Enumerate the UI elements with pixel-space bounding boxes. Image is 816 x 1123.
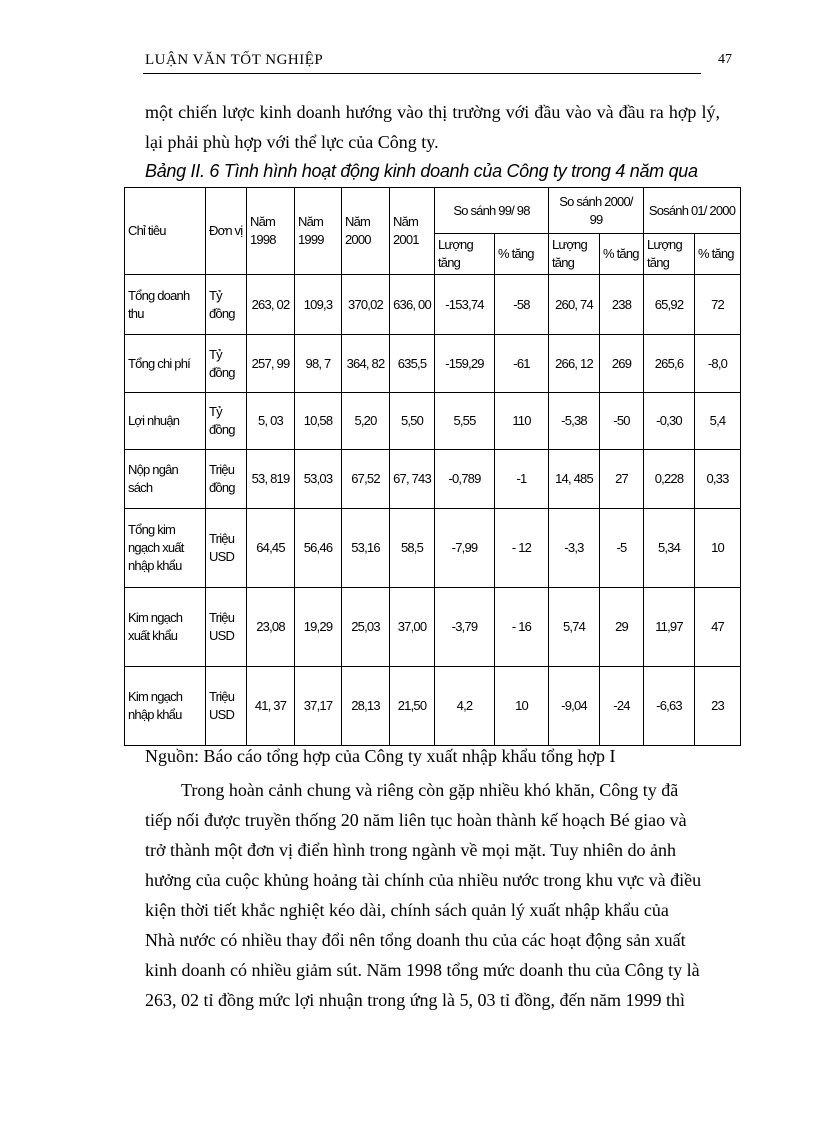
table-cell: 5,34: [644, 509, 695, 588]
table-cell: 10,58: [295, 393, 342, 450]
table-cell: 10: [495, 667, 549, 746]
table-cell: 109,3: [295, 275, 342, 335]
header-rule: [143, 73, 701, 74]
table-cell: 47: [695, 588, 741, 667]
table-cell: -0,789: [435, 450, 495, 509]
table-row: [125, 509, 741, 588]
table-cell: 53,03: [295, 450, 342, 509]
paragraph-line: kinh doanh có nhiều giảm sút. Năm 1998 tổng mức doanh thu của Công ty là: [145, 960, 700, 980]
table-cell: 67,52: [342, 450, 390, 509]
row-indicator: Tổng chi phí: [125, 335, 206, 393]
row-indicator: Kim ngạch nhập khẩu: [125, 667, 206, 746]
table-cell: 14, 485: [549, 450, 600, 509]
header-compare-2000-99: So sánh 2000/ 99: [549, 188, 644, 234]
table-row: [125, 450, 741, 509]
table-cell: -24: [600, 667, 644, 746]
body-paragraph: [145, 775, 720, 1015]
table-cell: 56,46: [295, 509, 342, 588]
paragraph-line: hưởng của cuộc khủng hoảng tài chính của nhiều nước trong khu vực và điều: [145, 870, 702, 890]
table-cell: 5,20: [342, 393, 390, 450]
table-cell: 110: [495, 393, 549, 450]
paragraph-line: kiện thời tiết khắc nghiệt kéo dài, chính sách quản lý xuất nhập khẩu của: [145, 900, 669, 920]
table-cell: 58,5: [390, 509, 435, 588]
table-cell: 0,33: [695, 450, 741, 509]
table-cell: 53, 819: [247, 450, 295, 509]
table-body: [125, 275, 741, 746]
table-cell: -0,30: [644, 393, 695, 450]
header-1998: Năm 1998: [247, 188, 295, 275]
header-unit: Đơn vị: [206, 188, 247, 275]
subheader-amount: Lượng tăng: [644, 234, 695, 275]
table-cell: - 16: [495, 588, 549, 667]
table-row: [125, 667, 741, 746]
table-cell: 5,74: [549, 588, 600, 667]
running-header-title: LUẬN VĂN TỐT NGHIỆP: [145, 52, 324, 68]
table-cell: 269: [600, 335, 644, 393]
table-cell: 19,29: [295, 588, 342, 667]
table-cell: -1: [495, 450, 549, 509]
header-1999: Năm 1999: [295, 188, 342, 275]
table-cell: 0,228: [644, 450, 695, 509]
subheader-percent: % tăng: [600, 234, 644, 275]
table-cell: 25,03: [342, 588, 390, 667]
table-cell: 27: [600, 450, 644, 509]
table-cell: 636, 00: [390, 275, 435, 335]
table-cell: 37,17: [295, 667, 342, 746]
row-unit: Tỷ đồng: [206, 335, 247, 393]
table-cell: 260, 74: [549, 275, 600, 335]
page-number: 47: [718, 52, 732, 67]
paragraph-line: Nhà nước có nhiều thay đổi nên tổng doanh thu của các hoạt động sản xuất: [145, 930, 686, 950]
table-cell: 11,97: [644, 588, 695, 667]
table-cell: 53,16: [342, 509, 390, 588]
row-unit: Triệu đồng: [206, 450, 247, 509]
table-cell: 4,2: [435, 667, 495, 746]
subheader-amount: Lượng tăng: [435, 234, 495, 275]
row-unit: Triệu USD: [206, 588, 247, 667]
table-cell: -7,99: [435, 509, 495, 588]
header-2000: Năm 2000: [342, 188, 390, 275]
header-compare-99-98: So sánh 99/ 98: [435, 188, 549, 234]
paragraph-line: Trong hoàn cảnh chung và riêng còn gặp nhiều khó khăn, Công ty đã: [181, 780, 679, 800]
header-indicator: Chỉ tiêu: [125, 188, 206, 275]
table-cell: -8,0: [695, 335, 741, 393]
table-cell: -9,04: [549, 667, 600, 746]
table-cell: 364, 82: [342, 335, 390, 393]
paragraph-line: tiếp nối được truyền thống 20 năm liên tục hoàn thành kế hoạch Bé giao và: [145, 810, 687, 830]
paragraph-line: 263, 02 tỉ đồng mức lợi nhuận trong ứng là 5, 03 tỉ đồng, đến năm 1999 thì: [145, 990, 685, 1010]
table-cell: 257, 99: [247, 335, 295, 393]
table-cell: -6,63: [644, 667, 695, 746]
table-cell: 5,55: [435, 393, 495, 450]
subheader-amount: Lượng tăng: [549, 234, 600, 275]
table-cell: 635,5: [390, 335, 435, 393]
table-cell: 98, 7: [295, 335, 342, 393]
table-cell: 265,6: [644, 335, 695, 393]
row-indicator: Tổng doanh thu: [125, 275, 206, 335]
table-cell: 65,92: [644, 275, 695, 335]
row-unit: Triệu USD: [206, 667, 247, 746]
table-cell: 28,13: [342, 667, 390, 746]
table-row: [125, 335, 741, 393]
row-unit: Tỷ đồng: [206, 393, 247, 450]
paragraph-line: trở thành một đơn vị điển hình trong ngành về mọi mặt. Tuy nhiên do ảnh: [145, 840, 676, 860]
table-cell: 23,08: [247, 588, 295, 667]
table-cell: 37,00: [390, 588, 435, 667]
table-cell: 29: [600, 588, 644, 667]
table-cell: 266, 12: [549, 335, 600, 393]
subheader-percent: % tăng: [695, 234, 741, 275]
table-cell: -61: [495, 335, 549, 393]
table-cell: 67, 743: [390, 450, 435, 509]
table-cell: -153,74: [435, 275, 495, 335]
table-cell: 21,50: [390, 667, 435, 746]
table-cell: - 12: [495, 509, 549, 588]
row-indicator: Nộp ngân sách: [125, 450, 206, 509]
table-cell: -50: [600, 393, 644, 450]
row-unit: Triệu USD: [206, 509, 247, 588]
table-cell: 5,4: [695, 393, 741, 450]
table-cell: -3,79: [435, 588, 495, 667]
table-cell: 72: [695, 275, 741, 335]
table-cell: 41, 37: [247, 667, 295, 746]
table-row: [125, 393, 741, 450]
row-unit: Tỷ đồng: [206, 275, 247, 335]
table-cell: -5: [600, 509, 644, 588]
table-cell: 10: [695, 509, 741, 588]
row-indicator: Kim ngạch xuất khẩu: [125, 588, 206, 667]
header-2001: Năm 2001: [390, 188, 435, 275]
table-cell: -58: [495, 275, 549, 335]
header-compare-01-2000: Sosánh 01/ 2000: [644, 188, 741, 234]
table-cell: 23: [695, 667, 741, 746]
table-cell: 5, 03: [247, 393, 295, 450]
table-row: [125, 588, 741, 667]
table-cell: 5,50: [390, 393, 435, 450]
table-cell: -3,3: [549, 509, 600, 588]
table-cell: -5,38: [549, 393, 600, 450]
table-cell: 370,02: [342, 275, 390, 335]
intro-paragraph: một chiến lược kinh doanh hướng vào thị trường với đầu vào và đầu ra hợp lý, lại phải phù hợp với thể lực của Công ty.: [145, 102, 720, 152]
row-indicator: Lợi nhuận: [125, 393, 206, 450]
table-caption: Bảng II. 6 Tình hình hoạt động kinh doanh của Công ty trong 4 năm qua: [145, 161, 698, 181]
table-cell: -159,29: [435, 335, 495, 393]
row-indicator: Tổng kim ngạch xuất nhập khẩu: [125, 509, 206, 588]
business-results-table: [124, 187, 741, 746]
table-row: [125, 275, 741, 335]
table-cell: 263, 02: [247, 275, 295, 335]
table-cell: 64,45: [247, 509, 295, 588]
subheader-percent: % tăng: [495, 234, 549, 275]
table-cell: 238: [600, 275, 644, 335]
table-source-note: Nguồn: Báo cáo tổng hợp của Công ty xuất nhập khẩu tổng hợp I: [145, 746, 616, 766]
